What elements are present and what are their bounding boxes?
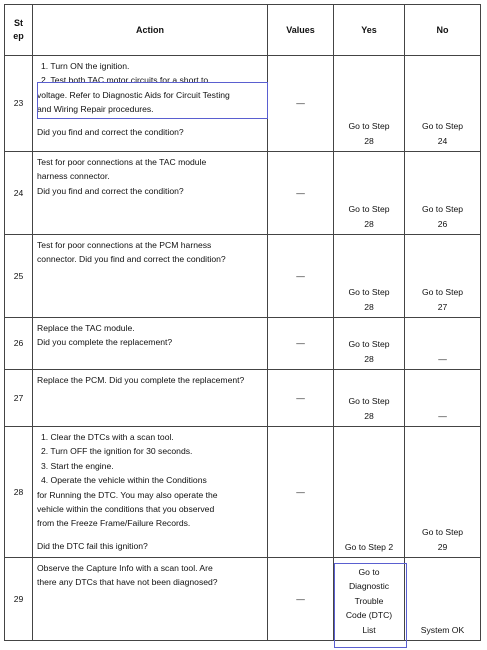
no-line: System OK [420,624,465,635]
yes-line: Go to Step [348,121,390,132]
action-cell [33,558,268,641]
action-line: voltage. Refer to Diagnostic Aids for Circuit Testing [37,89,230,100]
action-line: 2. Test both TAC motor circuits for a short to [41,75,209,86]
action-line: Did you find and correct the condition? [37,126,184,137]
no-cell [405,56,481,152]
yes-line: 28 [364,410,374,421]
yes-cell [334,427,405,558]
action-line: connector. Did you find and correct the condition? [37,254,226,265]
step-number: 25 [5,235,33,318]
action-line: for Running the DTC. You may also operate the [37,489,218,500]
yes-line: Go to Step 2 [344,541,394,552]
step-number: 24 [5,152,33,235]
action-line: Test for poor connections at the PCM harness [37,240,212,250]
yes-cell [334,318,405,370]
action-cell [33,318,268,370]
action-line: from the Freeze Frame/Failure Records. [37,518,191,529]
yes-cell [334,56,405,152]
header-step: St ep [5,5,33,56]
yes-cell [334,235,405,318]
yes-line: Diagnostic [348,581,390,592]
no-cell [405,235,481,318]
values-cell: — [268,427,334,558]
yes-line: Go to Step [348,396,390,407]
header-action: Action [33,5,268,56]
action-cell [33,235,268,318]
action-line: 4. Operate the vehicle within the Conditions [41,475,207,486]
action-line: vehicle within the conditions that you observed [37,504,215,515]
yes-line: Go to Step [348,204,390,215]
values-cell: — [268,56,334,152]
header-row [5,5,481,56]
step-number: 28 [5,427,33,558]
action-line: 1. Turn ON the ignition. [41,61,130,71]
values-cell: — [268,152,334,235]
header-yes: Yes [334,5,405,56]
yes-line: Go to Step [348,287,390,298]
step-number: 23 [5,56,33,152]
table-row [5,558,481,641]
yes-line: 28 [364,353,374,364]
action-line: Did you find and correct the condition? [37,185,184,196]
no-line: Go to Step [421,204,464,215]
values-cell: — [268,558,334,641]
action-line: Replace the TAC module. [37,323,135,333]
yes-cell [334,370,405,427]
action-cell [33,152,268,235]
no-cell [405,558,481,641]
yes-line: Code (DTC) [345,610,393,621]
table-row [5,235,481,318]
action-line: Observe the Capture Info with a scan tool. Are [37,563,213,573]
step-number: 27 [5,370,33,427]
header-no: No [405,5,481,56]
step-number: 29 [5,558,33,641]
no-line: 26 [437,218,448,229]
action-line: harness connector. [37,171,110,182]
header-values: Values [268,5,334,56]
no-line: 27 [437,301,448,312]
step-number: 26 [5,318,33,370]
action-cell [33,427,268,558]
yes-line: 28 [364,135,374,146]
no-line: — [438,353,447,364]
action-line: and Wiring Repair procedures. [37,104,154,115]
action-line: Did you complete the replacement? [37,337,173,348]
values-cell: — [268,370,334,427]
yes-line: Go to [358,566,380,577]
action-line: Replace the PCM. Did you complete the replacement? [37,375,245,385]
no-line: 29 [437,541,448,552]
action-line: 2. Turn OFF the ignition for 30 seconds. [41,446,193,457]
highlight-box-dtc-list [334,563,407,648]
table-row [5,318,481,370]
yes-line: Go to Step [348,339,390,350]
no-line: Go to Step [421,121,464,132]
action-line: 1. Clear the DTCs with a scan tool. [41,432,174,442]
yes-line: Trouble [354,595,384,606]
no-line: Go to Step [421,527,464,538]
yes-line: 28 [364,301,374,312]
table-row [5,370,481,427]
yes-cell [334,152,405,235]
no-line: 24 [437,135,448,146]
action-line: there any DTCs that have not been diagnosed? [37,577,218,588]
table-row [5,152,481,235]
no-cell [405,152,481,235]
no-line: Go to Step [421,287,464,298]
action-line: 3. Start the engine. [41,460,114,471]
action-cell [33,370,268,427]
values-cell: — [268,318,334,370]
action-line: Did the DTC fail this ignition? [37,540,148,551]
action-line: Test for poor connections at the TAC module [37,157,207,167]
table-row [5,427,481,558]
no-cell [405,427,481,558]
no-cell [405,318,481,370]
highlight-box-step23 [37,82,268,119]
yes-line: List [362,624,376,635]
values-cell: — [268,235,334,318]
no-line: — [438,410,447,421]
no-cell [405,370,481,427]
yes-line: 28 [364,218,374,229]
